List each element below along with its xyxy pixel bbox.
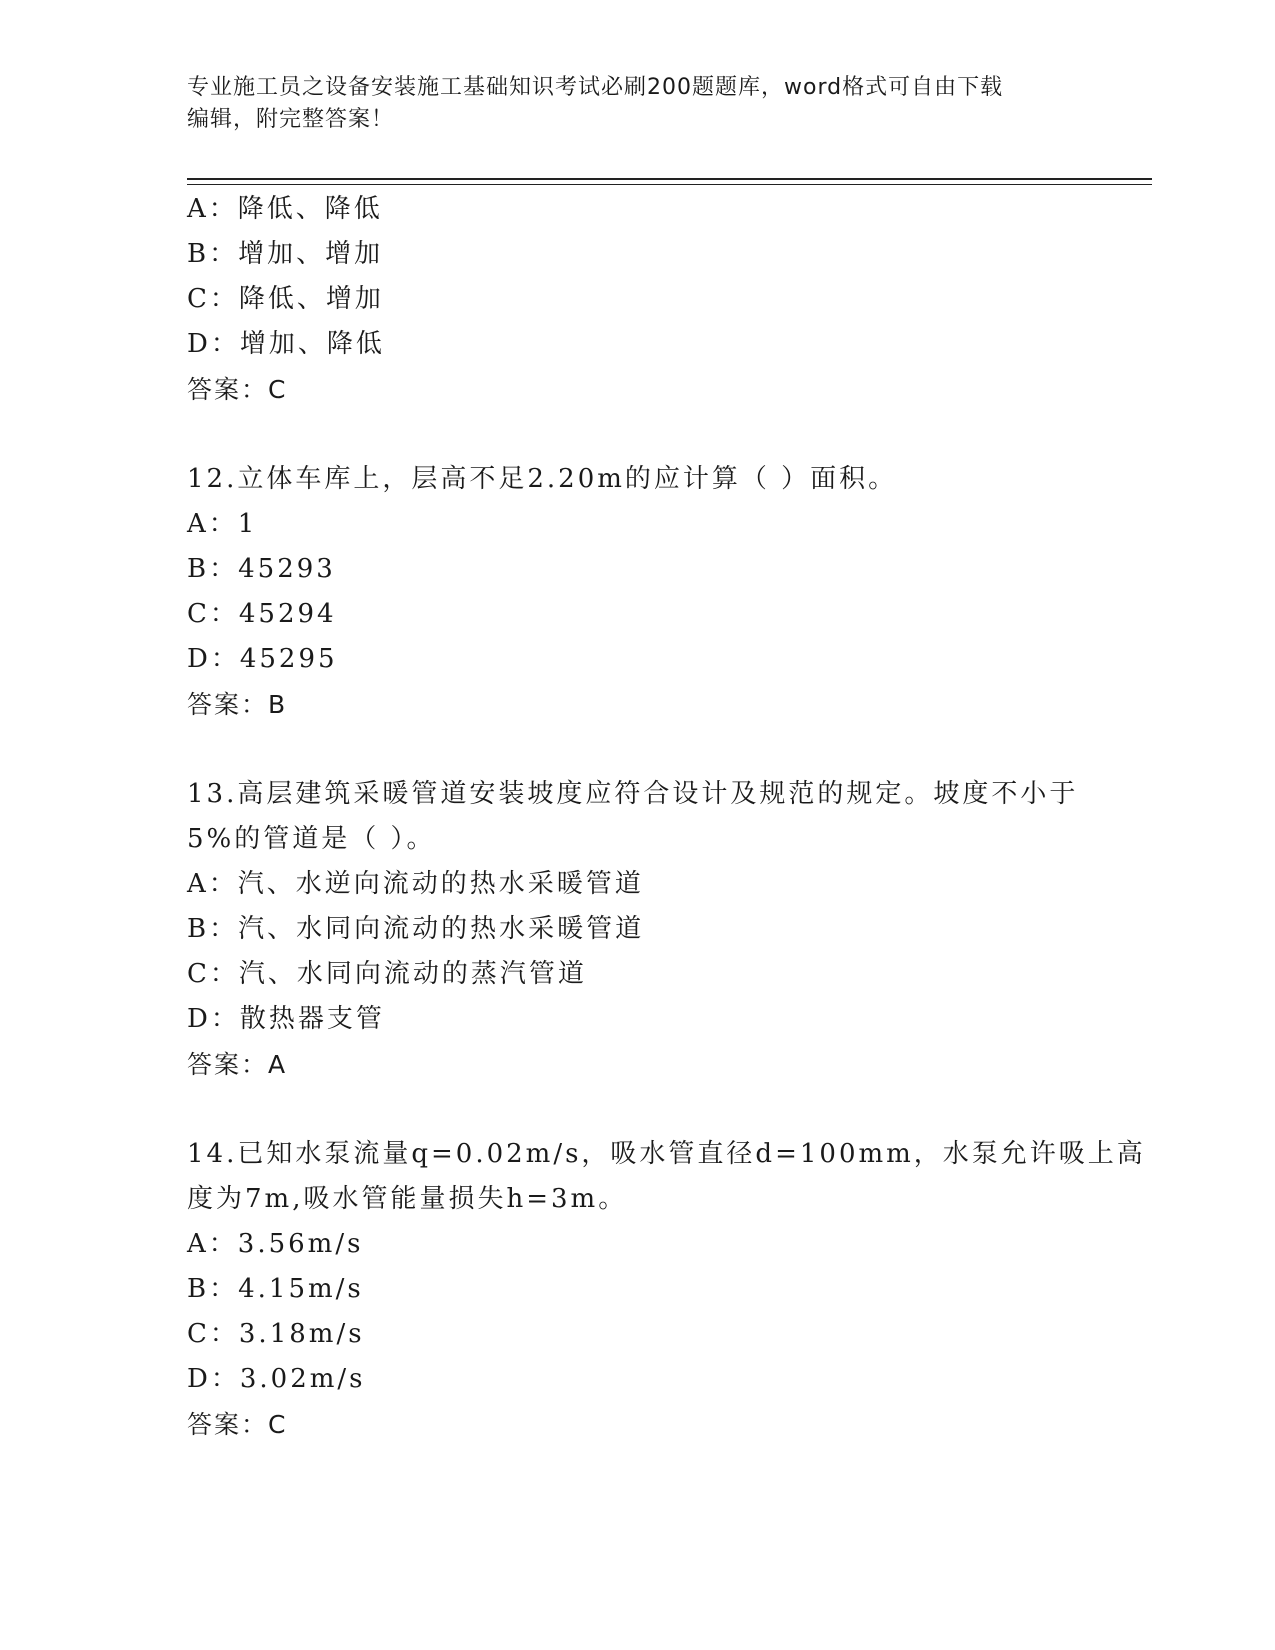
option-a: A：3.56m/s: [187, 1229, 364, 1259]
question-stem-line-2: 5%的管道是（ ）。: [187, 824, 436, 854]
option-b: B：增加、增加: [187, 239, 384, 269]
option-b: B：汽、水同向流动的热水采暖管道: [187, 914, 645, 944]
header-rule-thick: [187, 178, 1152, 180]
option-d: D：3.02m/s: [187, 1364, 366, 1394]
answer-line: 答案：C: [187, 1410, 288, 1439]
question-stem: 12.立体车库上，层高不足2.20m的应计算（ ）面积。: [187, 464, 898, 494]
option-b: B：4.15m/s: [187, 1274, 364, 1304]
question-stem-line-2: 度为7m,吸水管能量损失h=3m。: [187, 1184, 628, 1214]
question-stem-line-1: 14.已知水泵流量q=0.02m/s，吸水管直径d=100mm，水泵允许吸上高: [187, 1139, 1146, 1169]
answer-line: 答案：C: [187, 375, 288, 404]
option-c: C：汽、水同向流动的蒸汽管道: [187, 959, 587, 989]
option-c: C：3.18m/s: [187, 1319, 365, 1349]
answer-line: 答案：A: [187, 1050, 288, 1079]
option-a: A：降低、降低: [187, 194, 383, 224]
header-rule-thin: [187, 184, 1152, 185]
header-line-2: 编辑，附完整答案！: [187, 107, 395, 132]
document-header: [187, 72, 1087, 136]
option-d: D：增加、降低: [187, 329, 385, 359]
option-a: A：1: [187, 509, 258, 539]
option-a: A：汽、水逆向流动的热水采暖管道: [187, 869, 644, 899]
option-c: C：45294: [187, 599, 337, 629]
header-line-1: 专业施工员之设备安装施工基础知识考试必刷200题题库，word格式可自由下载: [187, 75, 1004, 100]
question-stem-line-1: 13.高层建筑采暖管道安装坡度应符合设计及规范的规定。坡度不小于: [187, 779, 1079, 809]
option-c: C：降低、增加: [187, 284, 384, 314]
option-d: D：散热器支管: [187, 1004, 385, 1034]
option-b: B：45293: [187, 554, 336, 584]
option-d: D：45295: [187, 644, 338, 674]
answer-line: 答案：B: [187, 690, 288, 719]
